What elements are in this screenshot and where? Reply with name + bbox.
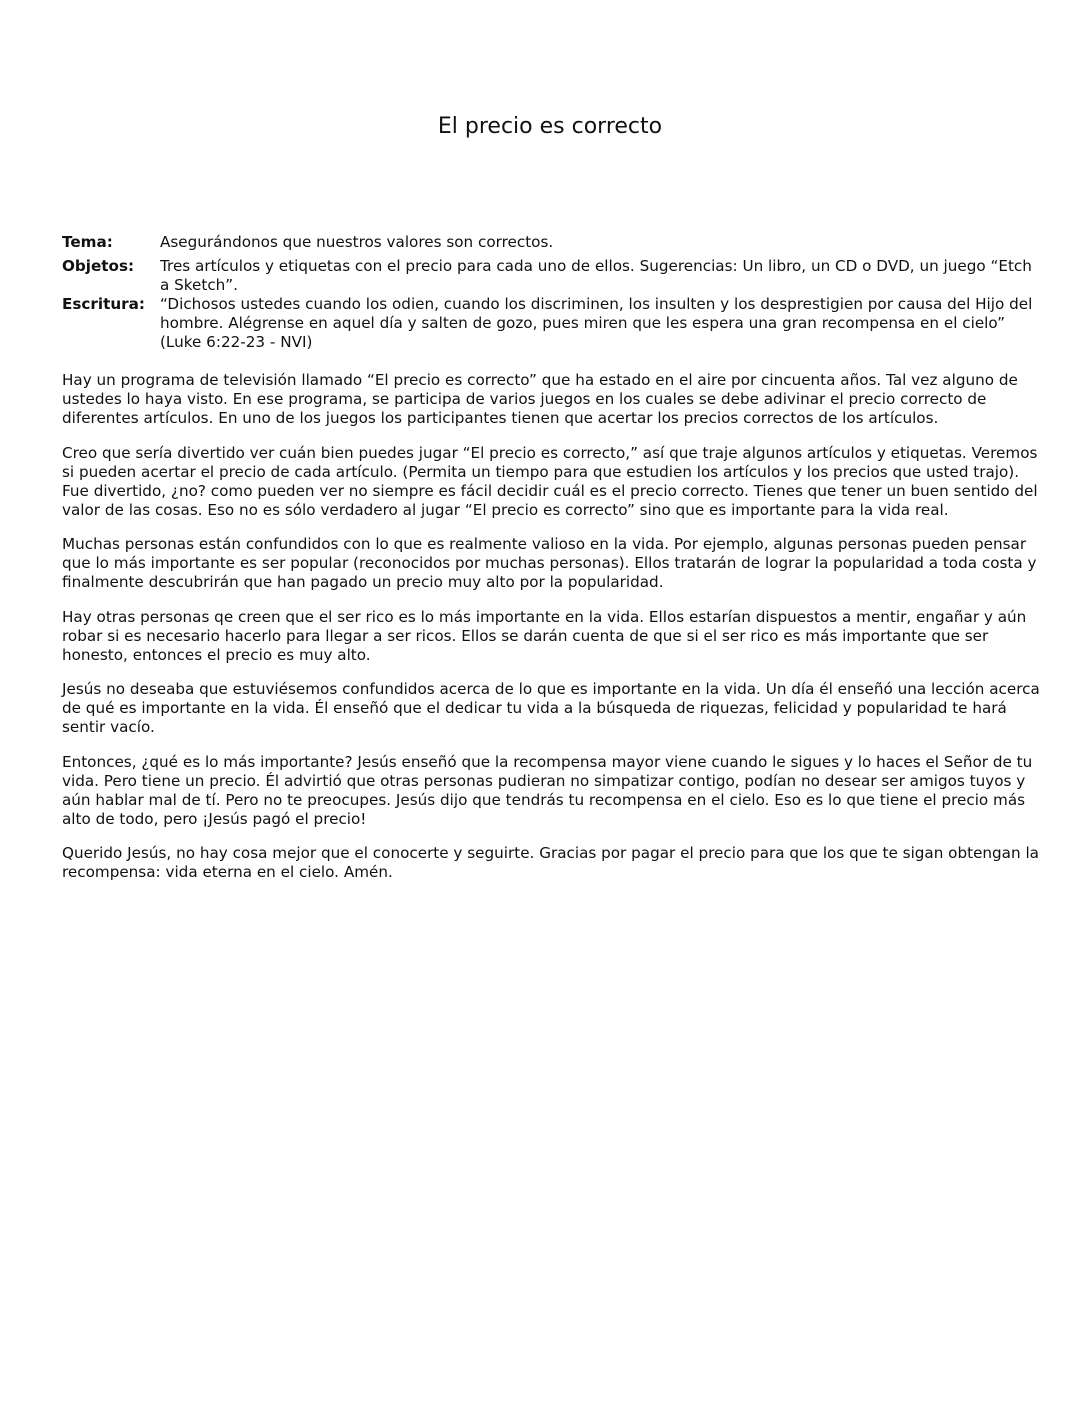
paragraph: Creo que sería divertido ver cuán bien puedes jugar “El precio es correcto,” así que traje algunos artículos y etiquetas. Veremos si pueden acertar el precio de cada artículo. (Permita un tiempo para que estudien los artículos y los precios que usted trajo). Fue divertido, ¿no? como pueden ver no siempre es fácil decidir cuál es el precio correcto. Tienes que tener un buen sentido del valor de las cosas. Eso no es sólo verdadero al jugar “El precio es correcto” sino que es importante para la vida real. — [62, 443, 1038, 519]
closing-prayer: Querido Jesús, no hay cosa mejor que el conocerte y seguirte. Gracias por pagar el precio para que los que te sigan obtengan la recompensa: vida eterna en el cielo. Amén. — [62, 844, 1039, 881]
meta-label-objetos: Objetos: — [62, 257, 135, 275]
lesson-body — [62, 371, 1044, 898]
page-title: El precio es correcto — [437, 114, 663, 139]
meta-value-tema: Asegurándonos que nuestros valores son correctos. — [160, 233, 554, 251]
paragraph: Hay otras personas qe creen que el ser rico es lo más importante en la vida. Ellos estarían dispuestos a mentir, engañar y aún robar si es necesario hacerlo para llegar a ser ricos. Ellos se darán cuenta de que si el ser rico es más importante que ser honesto, entonces el precio es muy alto. — [62, 607, 1027, 664]
meta-value-objetos: Tres artículos y etiquetas con el precio para cada uno de ellos. Sugerencias: Un libro, un CD o DVD, un juego “Etch a Sketch”. — [160, 257, 1032, 294]
meta-row-objetos — [62, 257, 1042, 295]
paragraph: Entonces, ¿qué es lo más importante? Jesús enseñó que la recompensa mayor viene cuando le sigues y lo haces el Señor de tu vida. Pero tiene un precio. Él advirtió que otras personas pudieran no simpatizar contigo, podían no desear ser amigos tuyos y aún hablar mal de tí. Pero no te preocupes. Jesús dijo que tendrás tu recompensa en el cielo. Eso es lo que tiene el precio más alto de todo, pero ¡Jesús pagó el precio! — [62, 752, 1033, 828]
meta-label-tema: Tema: — [62, 233, 113, 251]
lesson-meta — [62, 233, 1042, 352]
meta-row-escritura — [62, 295, 1042, 352]
paragraph: Jesús no deseaba que estuviésemos confundidos acerca de lo que es importante en la vida. Un día él enseñó una lección acerca de qué es importante en la vida. Él enseñó que el dedicar tu vida a la búsqueda de riquezas, felicidad y popularidad te hará sentir vacío. — [62, 680, 1040, 736]
meta-label-escritura: Escritura: — [62, 295, 145, 313]
paragraph: Hay un programa de televisión llamado “El precio es correcto” que ha estado en el aire por cincuenta años. Tal vez alguno de ustedes lo haya visto. En ese programa, se participa de varios juegos en los cuales se debe adivinar el precio correcto de diferentes artículos. En uno de los juegos los participantes tienen que acertar los precios correctos de los artículos. — [62, 371, 1018, 427]
paragraph: Muchas personas están confundidos con lo que es realmente valioso en la vida. Por ejemplo, algunas personas pueden pensar que lo más importante es ser popular (reconocidos por muchas personas). Ellos tratarán de lograr la popularidad a toda costa y finalmente descubrirán que han pagado un precio muy alto por la popularidad. — [62, 535, 1037, 591]
meta-value-escritura: “Dichosos ustedes cuando los odien, cuando los discriminen, los insulten y los desprestigien por causa del Hijo del hombre. Alégrense en aquel día y salten de gozo, pues miren que les espera una gran recompensa en el cielo” (Luke 6:22-23 - NVI) — [160, 295, 1033, 351]
meta-row-tema — [62, 233, 1042, 252]
